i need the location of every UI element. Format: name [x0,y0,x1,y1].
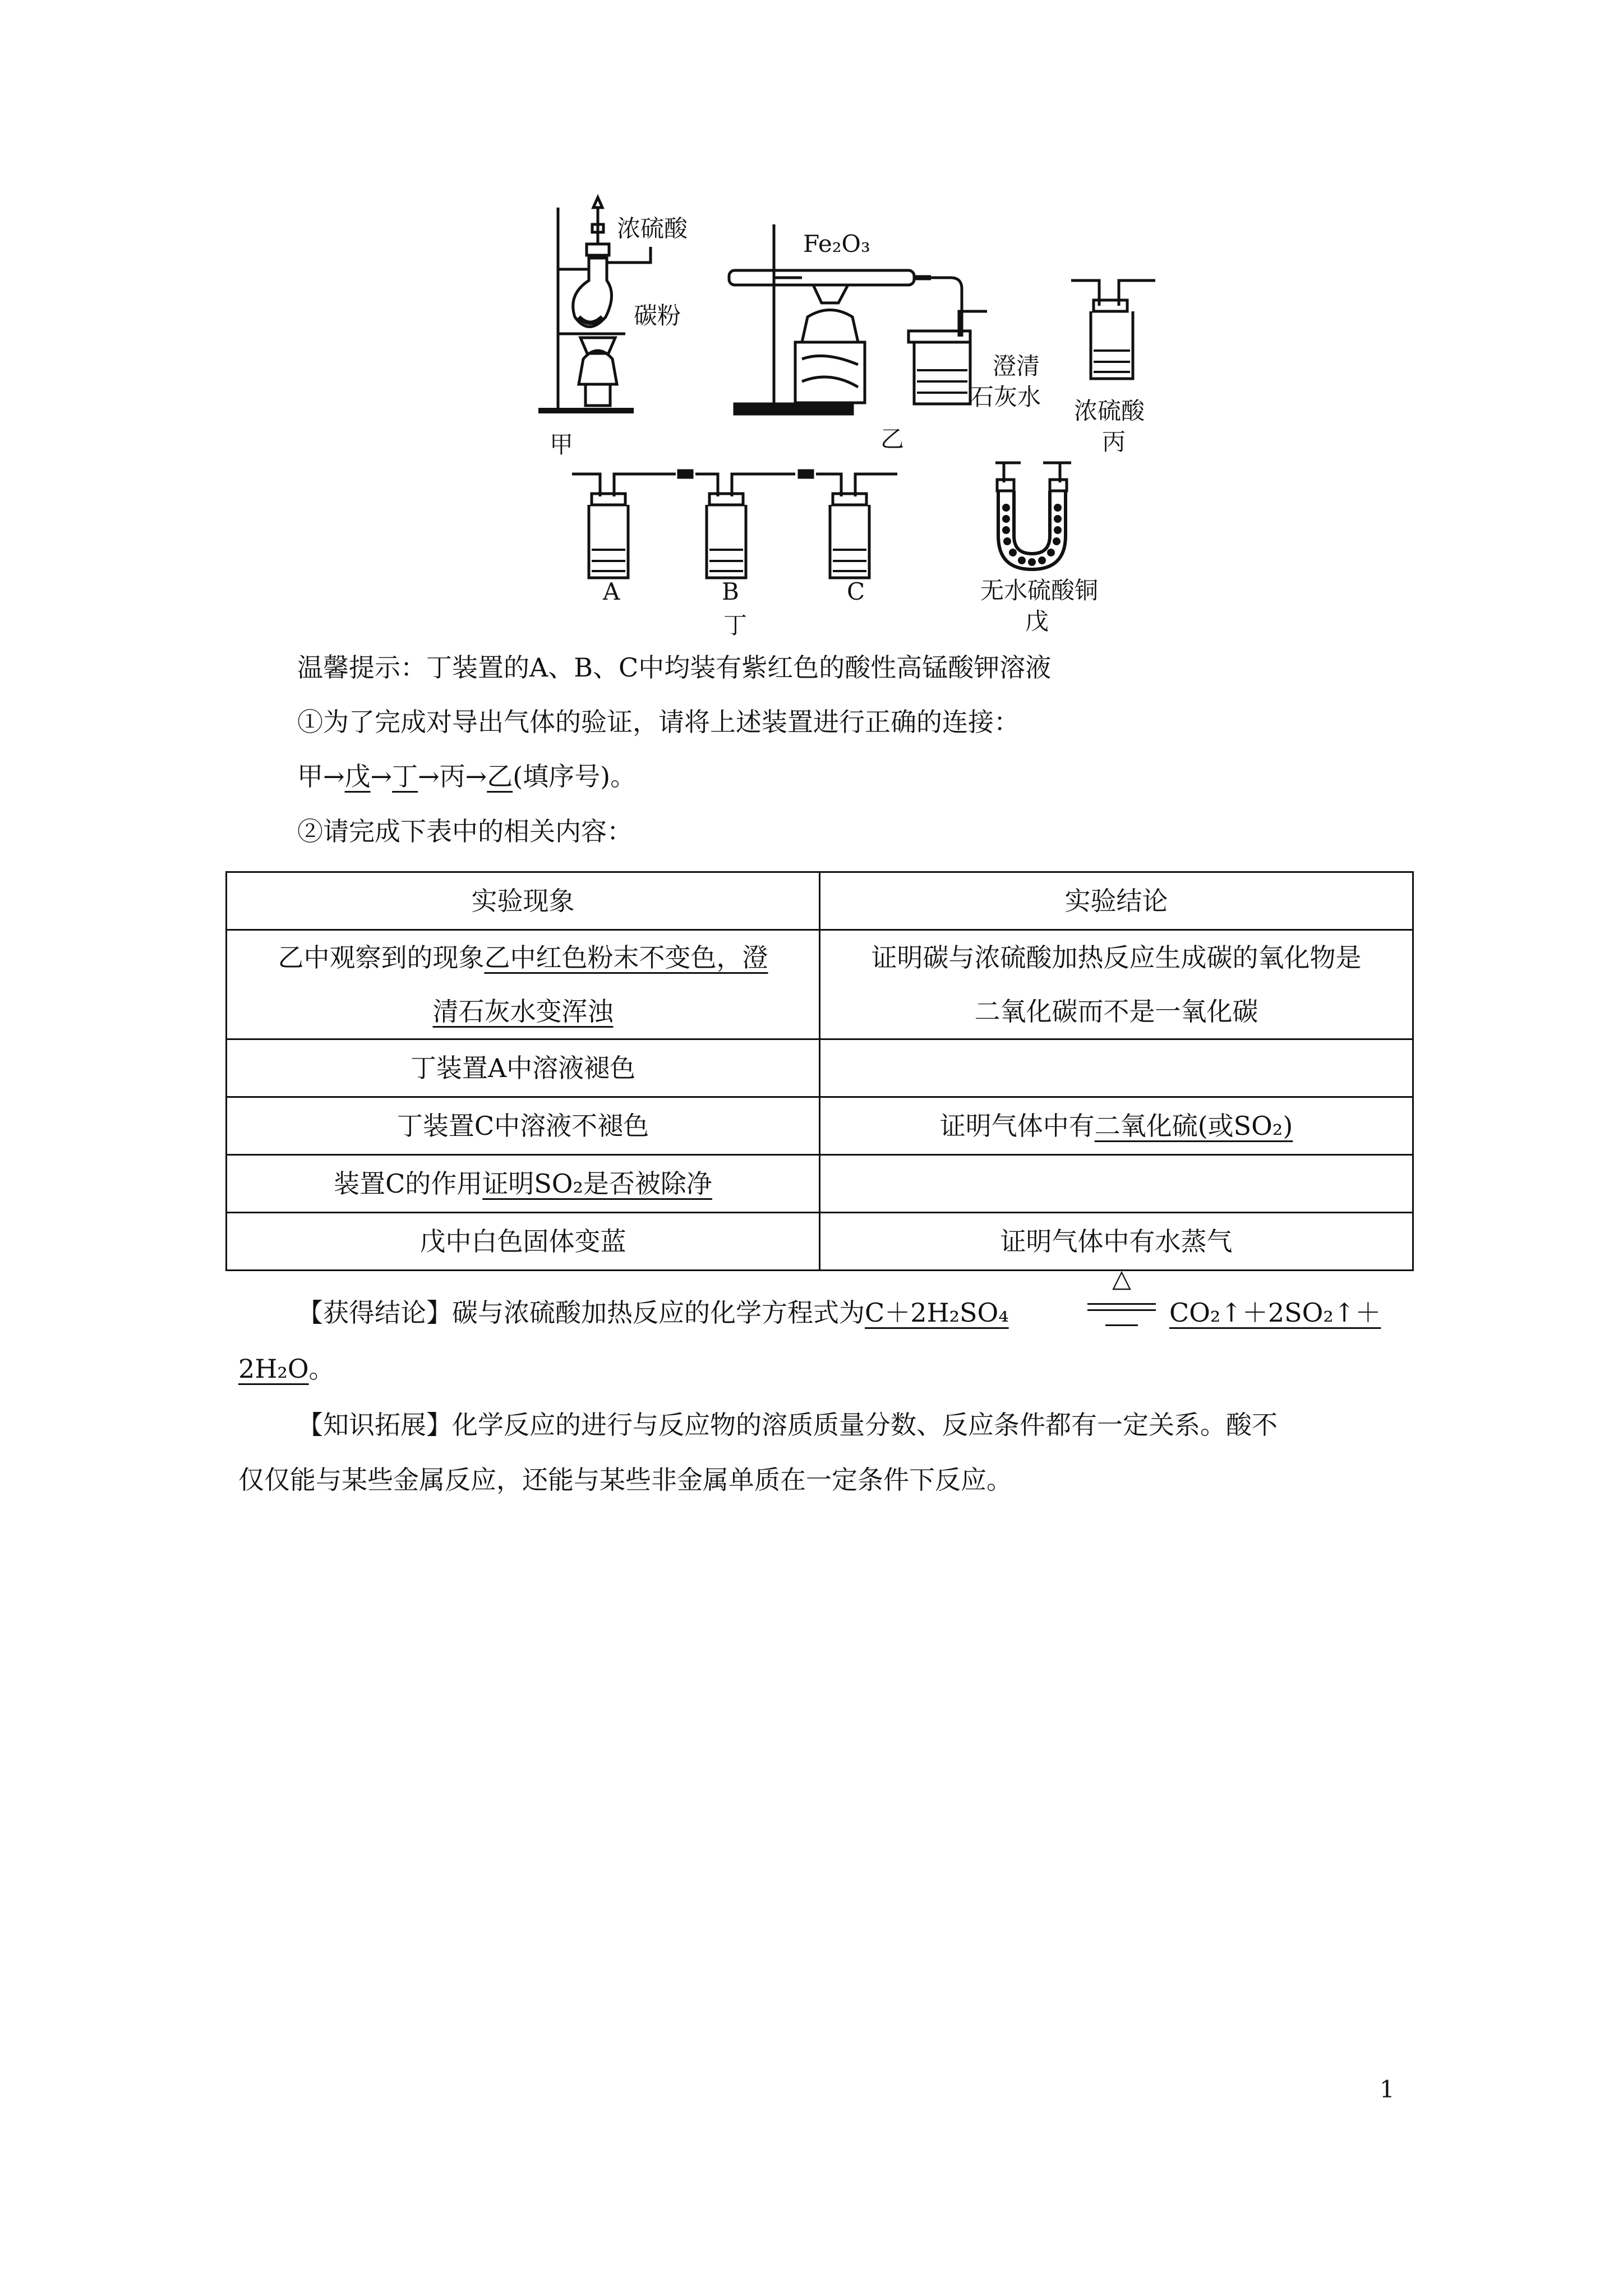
row4-answer: 证明SO₂是否被除净 [482,1168,712,1199]
q2-prompt: ②请完成下表中的相关内容： [297,816,633,846]
yi-reagent-bottle-line2: 石灰水 [970,383,1041,411]
q1-answer-1: 戊 [344,761,371,792]
heat-symbol: △ [1112,1264,1131,1293]
q1-answer-line [297,760,636,793]
table-row [227,1097,1413,1155]
yi-reagent-tube-label: Fe₂O₃ [803,230,870,257]
hint-text: 温馨提示：丁装置的A、B、C中均装有紫红色的酸性高锰酸钾溶液 [297,652,1052,683]
q1-start: 甲 [297,761,323,792]
jia-name-label: 甲 [550,431,574,458]
row4-phenomenon [227,1155,820,1213]
extension-line2: 仅仅能与某些金属反应，还能与某些非金属单质在一定条件下反应。 [238,1465,1012,1495]
row5-conclusion: 证明气体中有水蒸气 [820,1213,1413,1271]
header-conclusion: 实验结论 [820,872,1413,930]
results-table [225,871,1414,1271]
row3-conclusion-answer: 二氧化硫(或SO₂) [1094,1111,1293,1141]
bing-reagent-label: 浓硫酸 [1074,397,1145,425]
apparatus-bing-drawing [1066,272,1166,384]
arrow-4: → [465,761,487,792]
row3-phenomenon: 丁装置C中溶液不褪色 [227,1097,820,1155]
wu-name-label: 戊 [1025,608,1049,635]
jia-reagent-flask-label: 碳粉 [634,302,681,329]
table-row [227,1213,1413,1271]
q1-fixed: 丙 [439,761,465,792]
row4-prefix: 装置C的作用 [334,1168,483,1199]
arrow-2: → [370,761,393,792]
row5-phenomenon: 戊中白色固体变蓝 [227,1213,820,1271]
row1-answer-line2: 清石灰水变浑浊 [432,996,614,1027]
equation-products-line2: 2H₂O [238,1354,309,1384]
page-number: 1 [1380,2076,1395,2103]
conclusion-text: 碳与浓硫酸加热反应的化学方程式为 [452,1297,865,1328]
equation-underline [1105,1324,1138,1326]
row2-phenomenon: 丁装置A中溶液褪色 [227,1039,820,1097]
extension-line1 [297,1408,1278,1442]
equation-condition-block [1085,1265,1158,1326]
arrow-1: → [323,761,345,792]
conclusion-label: 【获得结论】 [297,1297,452,1328]
ding-bottle-b-label: B [722,578,739,605]
row3-conclusion-prefix: 证明气体中有 [939,1111,1095,1141]
ding-name-label: 丁 [723,611,748,639]
row2-conclusion [820,1039,1413,1097]
equation-products [1169,1296,1381,1329]
arrow-3: → [418,761,440,792]
table-row [227,1155,1413,1213]
table-header-row [227,872,1413,930]
q1-answer-2: 丁 [392,761,418,792]
row3-conclusion [820,1097,1413,1155]
row1-prefix: 乙中观察到的现象 [278,942,485,973]
extension-text-line1: 化学反应的进行与反应物的溶质质量分数、反应条件都有一定关系。酸不 [452,1410,1278,1440]
header-phenomenon: 实验现象 [227,872,820,930]
wu-reagent-label: 无水硫酸铜 [980,577,1099,604]
apparatus-wu-drawing [976,457,1099,575]
row1-answer-line1: 乙中红色粉末不变色，澄 [484,942,768,973]
table-row [227,930,1413,1039]
conclusion-line1 [297,1296,1009,1329]
ding-bottle-c-label: C [847,578,865,605]
row4-conclusion [820,1155,1413,1213]
conclusion-end: 。 [308,1354,335,1384]
equation-line-bottom [1087,1309,1156,1311]
q1-suffix: (填序号)。 [513,761,637,792]
yi-reagent-bottle-line1: 澄清 [993,352,1040,380]
equation-line-top [1087,1303,1156,1305]
extension-label: 【知识拓展】 [297,1410,452,1440]
table-row [227,1039,1413,1097]
yi-name-label: 乙 [880,425,905,453]
jia-reagent-top-label: 浓硫酸 [617,215,688,242]
row1-conclusion [820,930,1413,1039]
conclusion-line2 [238,1352,335,1386]
apparatus-ding-drawing [561,466,931,583]
q1-answer-3: 乙 [487,761,513,792]
q1-prompt: ①为了完成对导出气体的验证，请将上述装置进行正确的连接： [297,707,1020,737]
equation-products-text: CO₂↑＋2SO₂↑＋ [1169,1297,1381,1328]
row1-phenomenon [227,930,820,1039]
equation-reactants: C＋2H₂SO₄ [865,1297,1009,1328]
bing-name-label: 丙 [1102,428,1126,455]
ding-bottle-a-label: A [603,578,620,605]
row1-conclusion-line2: 二氧化碳而不是一氧化碳 [974,996,1258,1027]
row1-conclusion-line1: 证明碳与浓硫酸加热反应生成碳的氧化物是 [871,942,1362,973]
